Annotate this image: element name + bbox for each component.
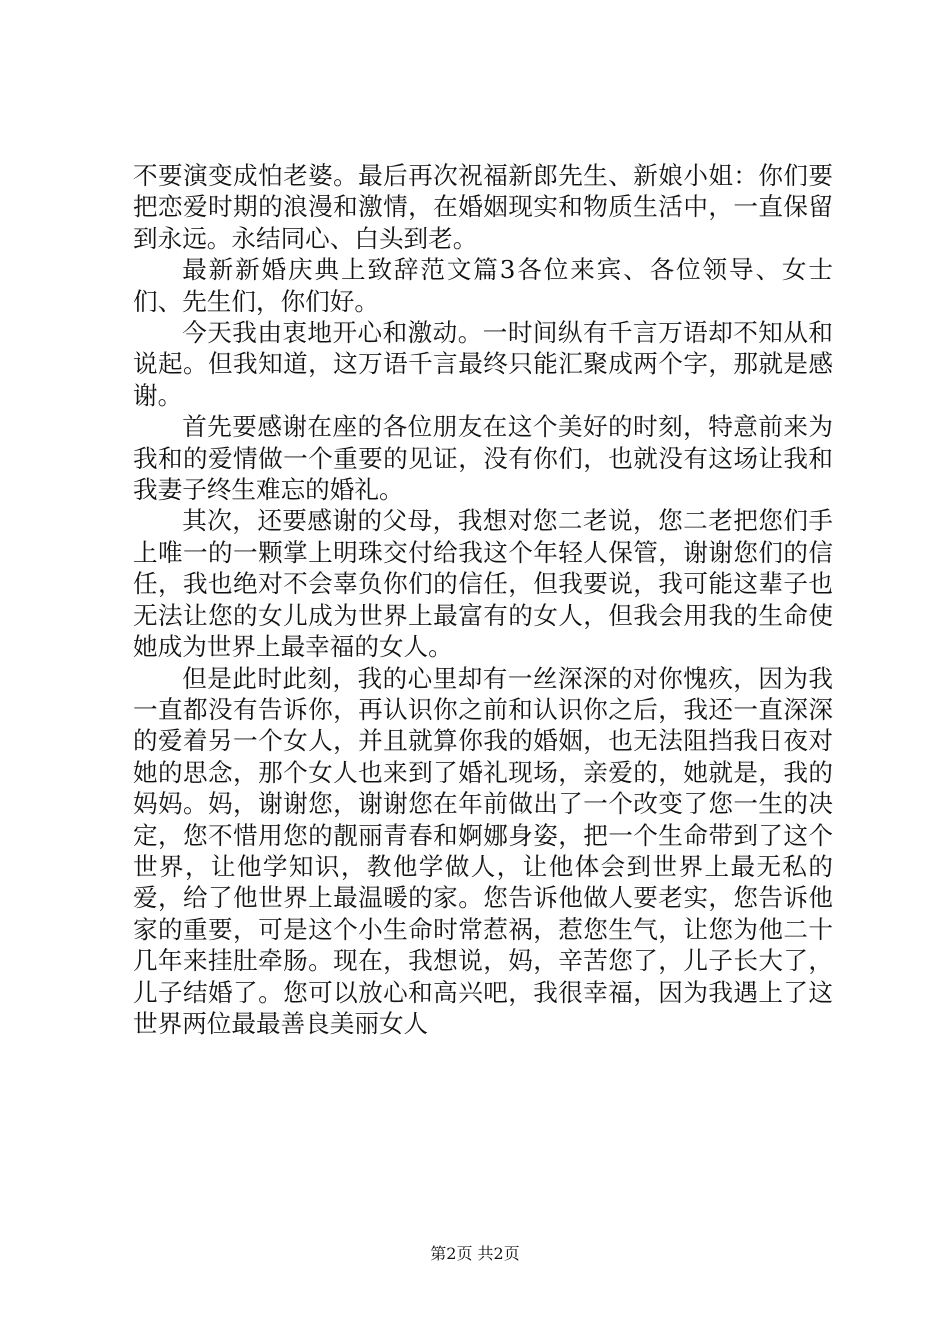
page-number-footer: 第2页 共2页 — [430, 1244, 520, 1263]
paragraph-1: 不要演变成怕老婆。最后再次祝福新郎先生、新娘小姐：你们要把恋爱时期的浪漫和激情，在婚姻现实和物质生活中，一直保留到永远。永结同心、白头到老。 — [133, 161, 833, 253]
document-body — [133, 160, 833, 1039]
paragraph-5: 其次，还要感谢的父母，我想对您二老说，您二老把您们手上唯一的一颗掌上明珠交付给我这个年轻人保管，谢谢您们的信任，我也绝对不会辜负你们的信任，但我要说，我可能这辈子也无法让您的女儿成为世界上最富有的女人，但我会用我的生命使她成为世界上最幸福的女人。 — [133, 506, 833, 662]
paragraph-6: 但是此时此刻，我的心里却有一丝深深的对你愧疚，因为我一直都没有告诉你，再认识你之前和认识你之后，我还一直深深的爱着另一个女人，并且就算你我的婚姻，也无法阻挡我日夜对她的思念，那个女人也来到了婚礼现场，亲爱的，她就是，我的妈妈。妈，谢谢您，谢谢您在年前做出了一个改变了您一生的决定，您不惜用您的靓丽青春和婀娜身姿，把一个生命带到了这个世界，让他学知识，教他学做人，让他体会到世界上最无私的爱，给了他世界上最温暖的家。您告诉他做人要老实，您告诉他家的重要，可是这个小生命时常惹祸，惹您生气，让您为他二十几年来挂肚牵肠。现在，我想说，妈，辛苦您了，儿子长大了，儿子结婚了。您可以放心和高兴吧，我很幸福，因为我遇上了这世界两位最最善良美丽女人 — [133, 663, 833, 1038]
paragraph-2: 最新新婚庆典上致辞范文篇3各位来宾、各位领导、女士们、先生们，你们好。 — [133, 255, 833, 316]
paragraph-3: 今天我由衷地开心和激动。一时间纵有千言万语却不知从和说起。但我知道，这万语千言最终只能汇聚成两个字，那就是感谢。 — [133, 318, 833, 410]
paragraph-4: 首先要感谢在座的各位朋友在这个美好的时刻，特意前来为我和的爱情做一个重要的见证，没有你们，也就没有这场让我和我妻子终生难忘的婚礼。 — [133, 412, 833, 505]
